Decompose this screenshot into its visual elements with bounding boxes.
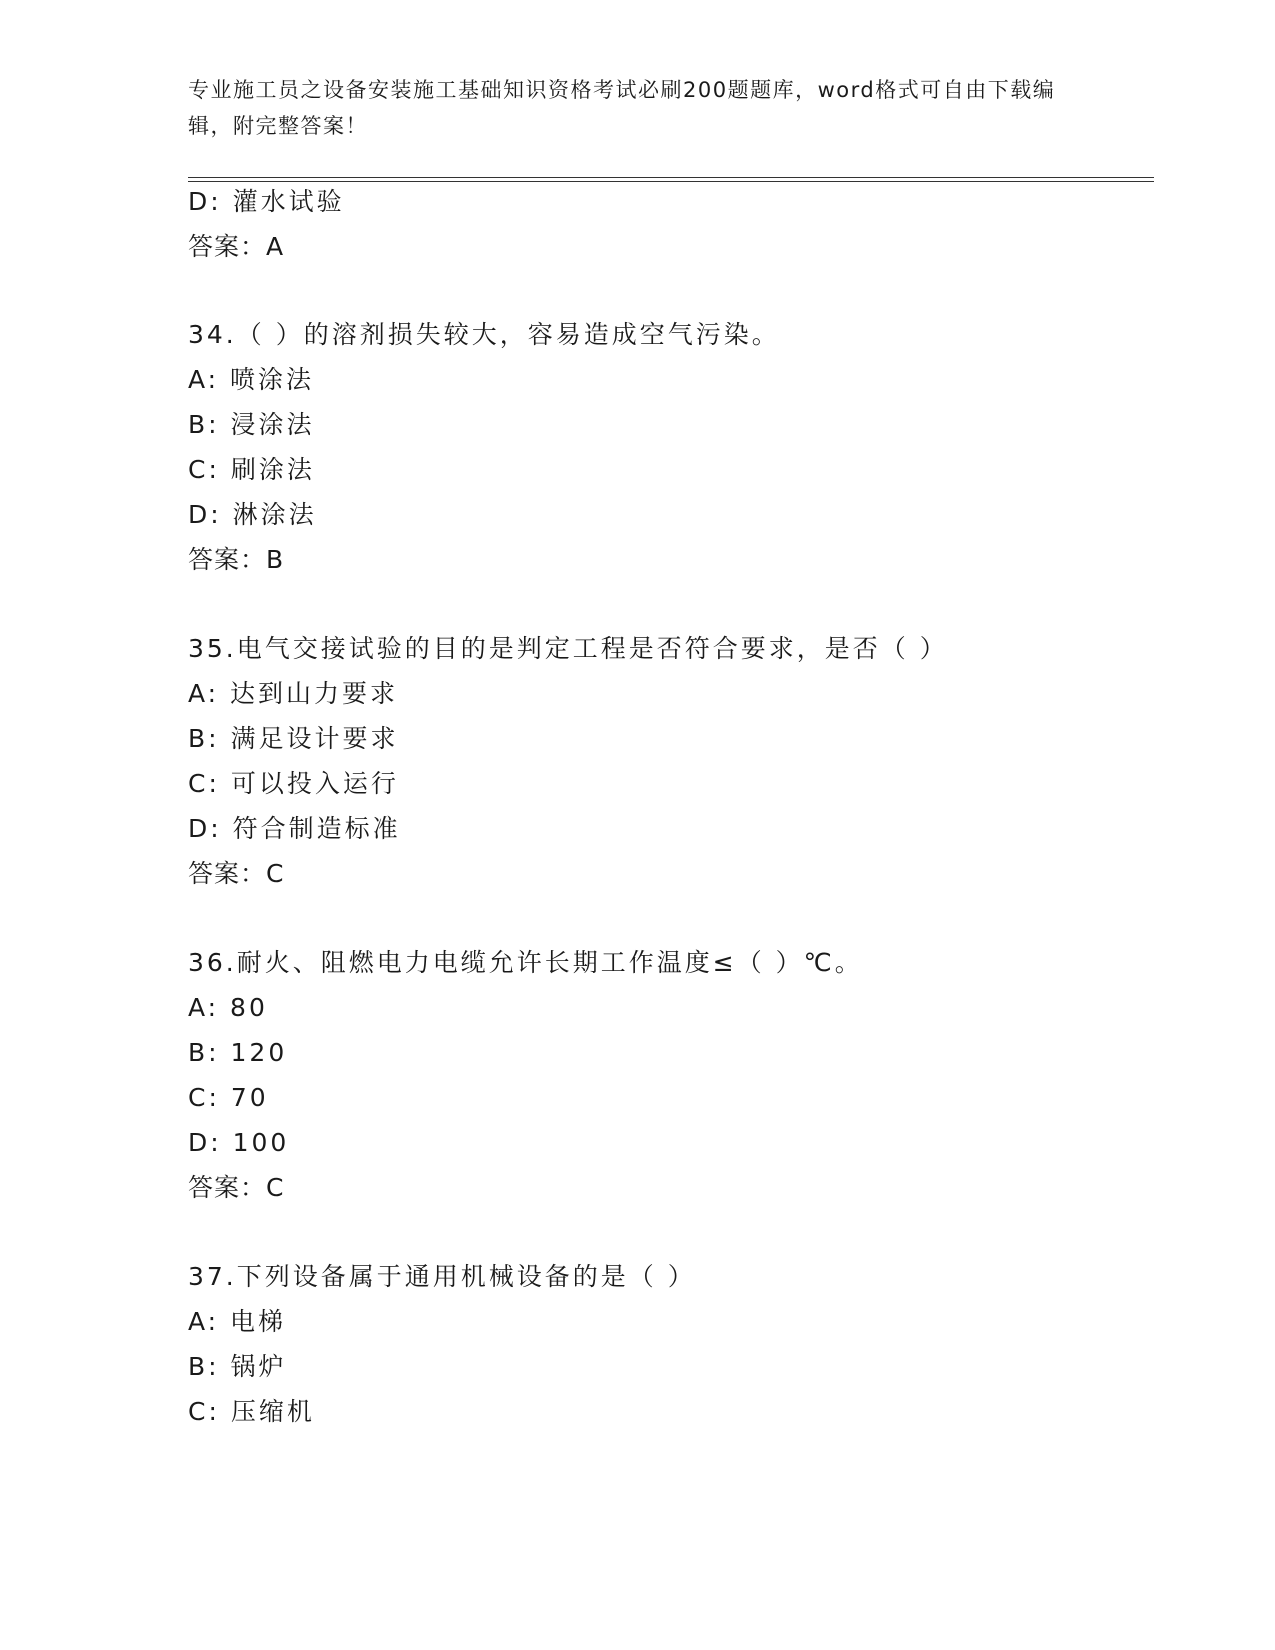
answer-line: 答案：C — [188, 859, 285, 888]
question-line: 36.耐火、阻燃电力电缆允许长期工作温度≤（ ）℃。 — [188, 948, 863, 977]
option-line: D: 100 — [188, 1128, 290, 1157]
option-line: B: 120 — [188, 1038, 288, 1067]
option-line: C: 压缩机 — [188, 1397, 315, 1426]
option-line: B: 满足设计要求 — [188, 724, 399, 753]
option-line: D: 符合制造标准 — [188, 814, 401, 843]
question-line: 37.下列设备属于通用机械设备的是（ ） — [188, 1262, 696, 1291]
option-line: A: 喷涂法 — [188, 365, 315, 394]
option-line: C: 70 — [188, 1083, 269, 1112]
option-line: A: 电梯 — [188, 1307, 287, 1336]
option-line: D: 淋涂法 — [188, 500, 317, 529]
option-line: D: 灌水试验 — [188, 187, 345, 216]
question-line: 34.（ ）的溶剂损失较大，容易造成空气污染。 — [188, 320, 780, 349]
question-line: 35.电气交接试验的目的是判定工程是否符合要求，是否（ ） — [188, 634, 948, 663]
document-header: 专业施工员之设备安装施工基础知识资格考试必刷200题题库，word格式可自由下载编辑，附完整答案！ — [188, 78, 1056, 138]
header-divider — [188, 177, 1154, 182]
option-line: B: 锅炉 — [188, 1352, 287, 1381]
option-line: B: 浸涂法 — [188, 410, 315, 439]
option-line: A: 达到山力要求 — [188, 679, 399, 708]
option-line: C: 可以投入运行 — [188, 769, 399, 798]
option-line: A: 80 — [188, 993, 268, 1022]
option-line: C: 刷涂法 — [188, 455, 315, 484]
answer-line: 答案：C — [188, 1173, 285, 1202]
answer-line: 答案：A — [188, 232, 285, 261]
answer-line: 答案：B — [188, 545, 285, 574]
